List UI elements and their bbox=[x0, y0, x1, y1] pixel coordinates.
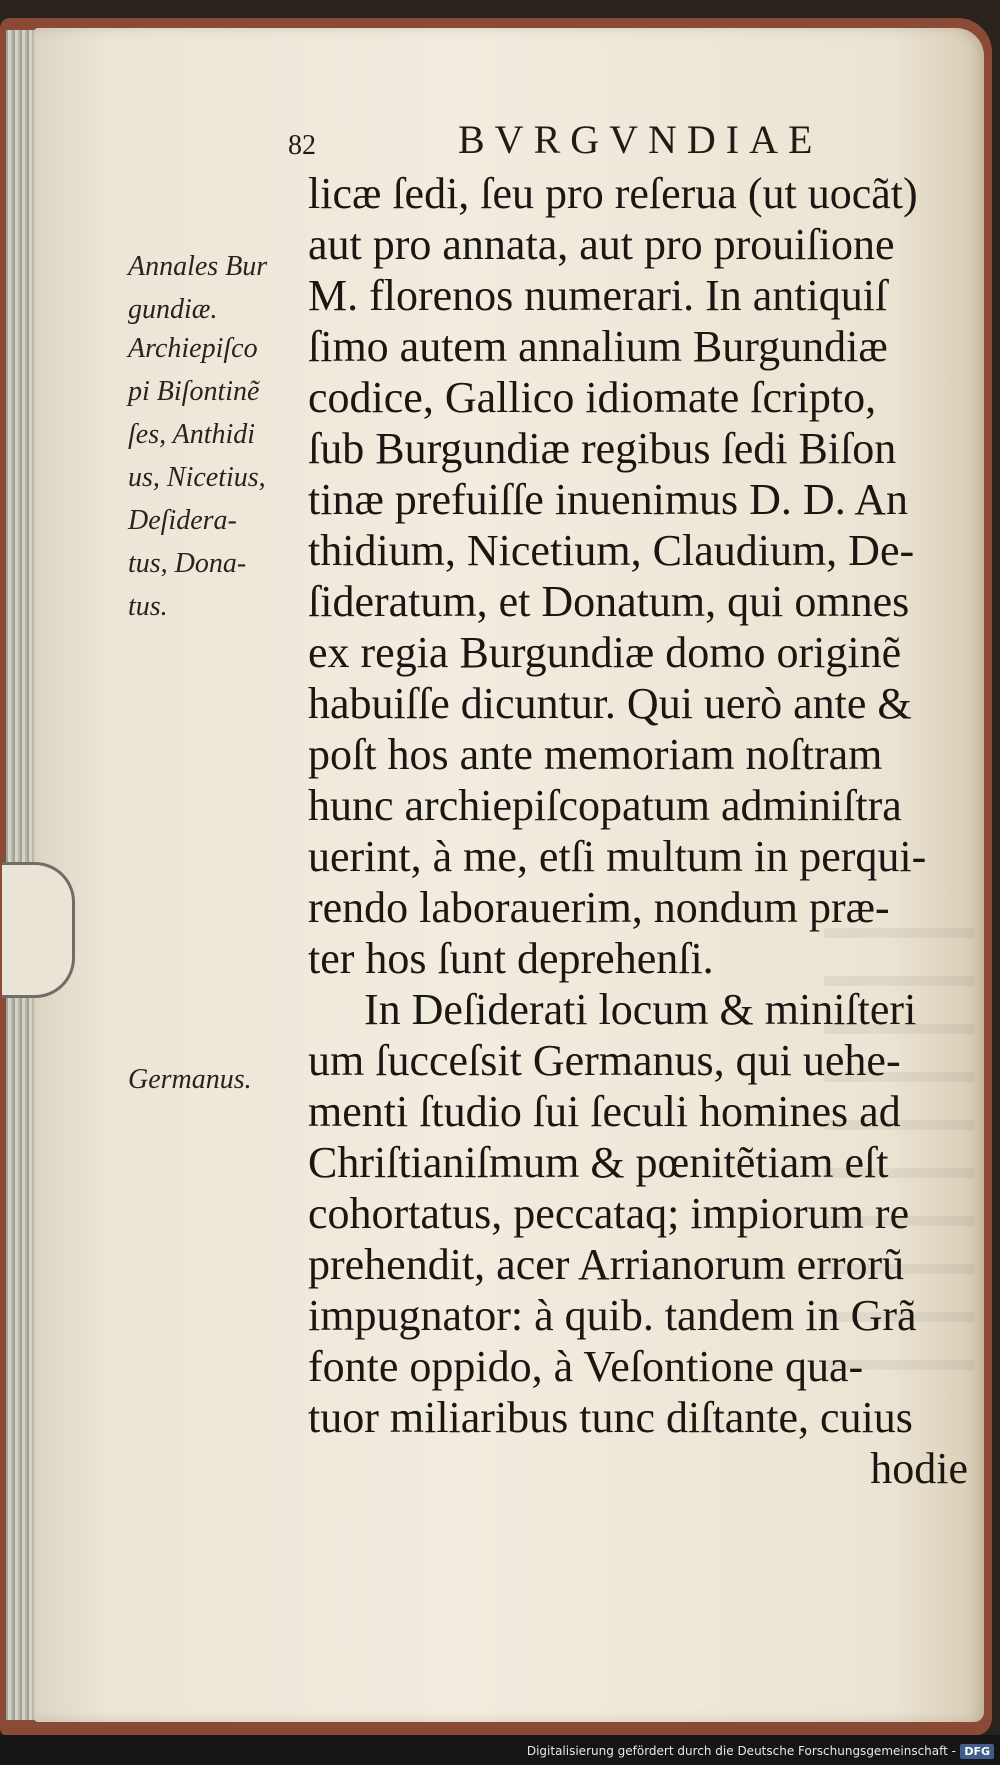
sidenote-line: Archiepiſco bbox=[128, 333, 258, 364]
body-line: licæ ſedi, ſeu pro reſerua (ut uocãt) bbox=[308, 169, 918, 218]
body-line: cohortatus, peccataq; impiorum re bbox=[308, 1189, 910, 1238]
sidenote-germanus bbox=[128, 1058, 303, 1101]
clasp-mark bbox=[2, 862, 75, 998]
body-line: ſimo autem annalium Burgundiæ bbox=[308, 322, 888, 371]
body-line: ſideratum, et Donatum, qui omnes bbox=[308, 577, 910, 626]
body-line: aut pro annata, aut pro prouiſione bbox=[308, 220, 895, 269]
body-line: ter hos ſunt deprehenſi. bbox=[308, 934, 714, 983]
body-line: tuor miliaribus tunc diſtante, cuius bbox=[308, 1393, 913, 1442]
footer-credit: Digitalisierung gefördert durch die Deutsche Forschungsgemeinschaft - bbox=[526, 1744, 956, 1758]
body-line: ſub Burgundiæ regibus ſedi Biſon bbox=[308, 424, 897, 473]
sidenote-line: gundiæ. bbox=[128, 294, 218, 325]
body-line: M. florenos numerari. In antiquiſ bbox=[308, 271, 888, 320]
body-line: hunc archiepiſcopatum adminiſtra bbox=[308, 781, 902, 830]
running-head: BVRGVNDIAE bbox=[458, 117, 823, 162]
body-line: habuiſſe dicuntur. Qui uerò ante & bbox=[308, 679, 912, 728]
body-line: codice, Gallico idiomate ſcripto, bbox=[308, 373, 877, 422]
sidenote-line: Annales Bur bbox=[128, 251, 268, 282]
body-line: um ſucceſsit Germanus, qui uehe- bbox=[308, 1036, 901, 1085]
sidenote-archiepiscopi bbox=[128, 327, 303, 628]
paragraph-start-line: In Deſiderati locum & miniſteri bbox=[364, 985, 917, 1034]
dfg-logo: DFG bbox=[960, 1744, 994, 1759]
body-line: fonte oppido, à Veſontione qua- bbox=[308, 1342, 864, 1391]
body-line: poſt hos ante memoriam noſtram bbox=[308, 730, 883, 779]
sidenote-line: tus. bbox=[128, 591, 168, 622]
sidenote-line: us, Nicetius, bbox=[128, 462, 266, 493]
body-line: thidium, Nicetium, Claudium, De- bbox=[308, 526, 915, 575]
body-text bbox=[308, 168, 968, 1494]
body-line: ex regia Burgundiæ domo originẽ bbox=[308, 628, 902, 677]
body-line: Chriſtianiſmum & pœnitẽtiam eſt bbox=[308, 1138, 889, 1187]
sidenote-annales bbox=[128, 245, 303, 331]
body-line: uerint, à me, etſi multum in perqui- bbox=[308, 832, 927, 881]
body-line: tinæ prefuiſſe inuenimus D. D. An bbox=[308, 475, 909, 524]
sidenote-line: Germanus. bbox=[128, 1064, 252, 1095]
body-line: rendo laborauerim, nondum præ- bbox=[308, 883, 890, 932]
page-number: 82 bbox=[288, 130, 316, 161]
body-line: menti ſtudio ſui ſeculi homines ad bbox=[308, 1087, 901, 1136]
digitization-footer bbox=[0, 1735, 1000, 1765]
body-line: prehendit, acer Arrianorum errorũ bbox=[308, 1240, 905, 1289]
sidenote-line: ſes, Anthidi bbox=[128, 419, 256, 450]
sidenote-line: Deſidera- bbox=[128, 505, 237, 536]
sidenote-line: tus, Dona- bbox=[128, 548, 247, 579]
sidenote-line: pi Biſontinẽ bbox=[128, 376, 260, 407]
body-line: impugnator: à quib. tandem in Grã bbox=[308, 1291, 917, 1340]
catchword: hodie bbox=[870, 1444, 968, 1493]
